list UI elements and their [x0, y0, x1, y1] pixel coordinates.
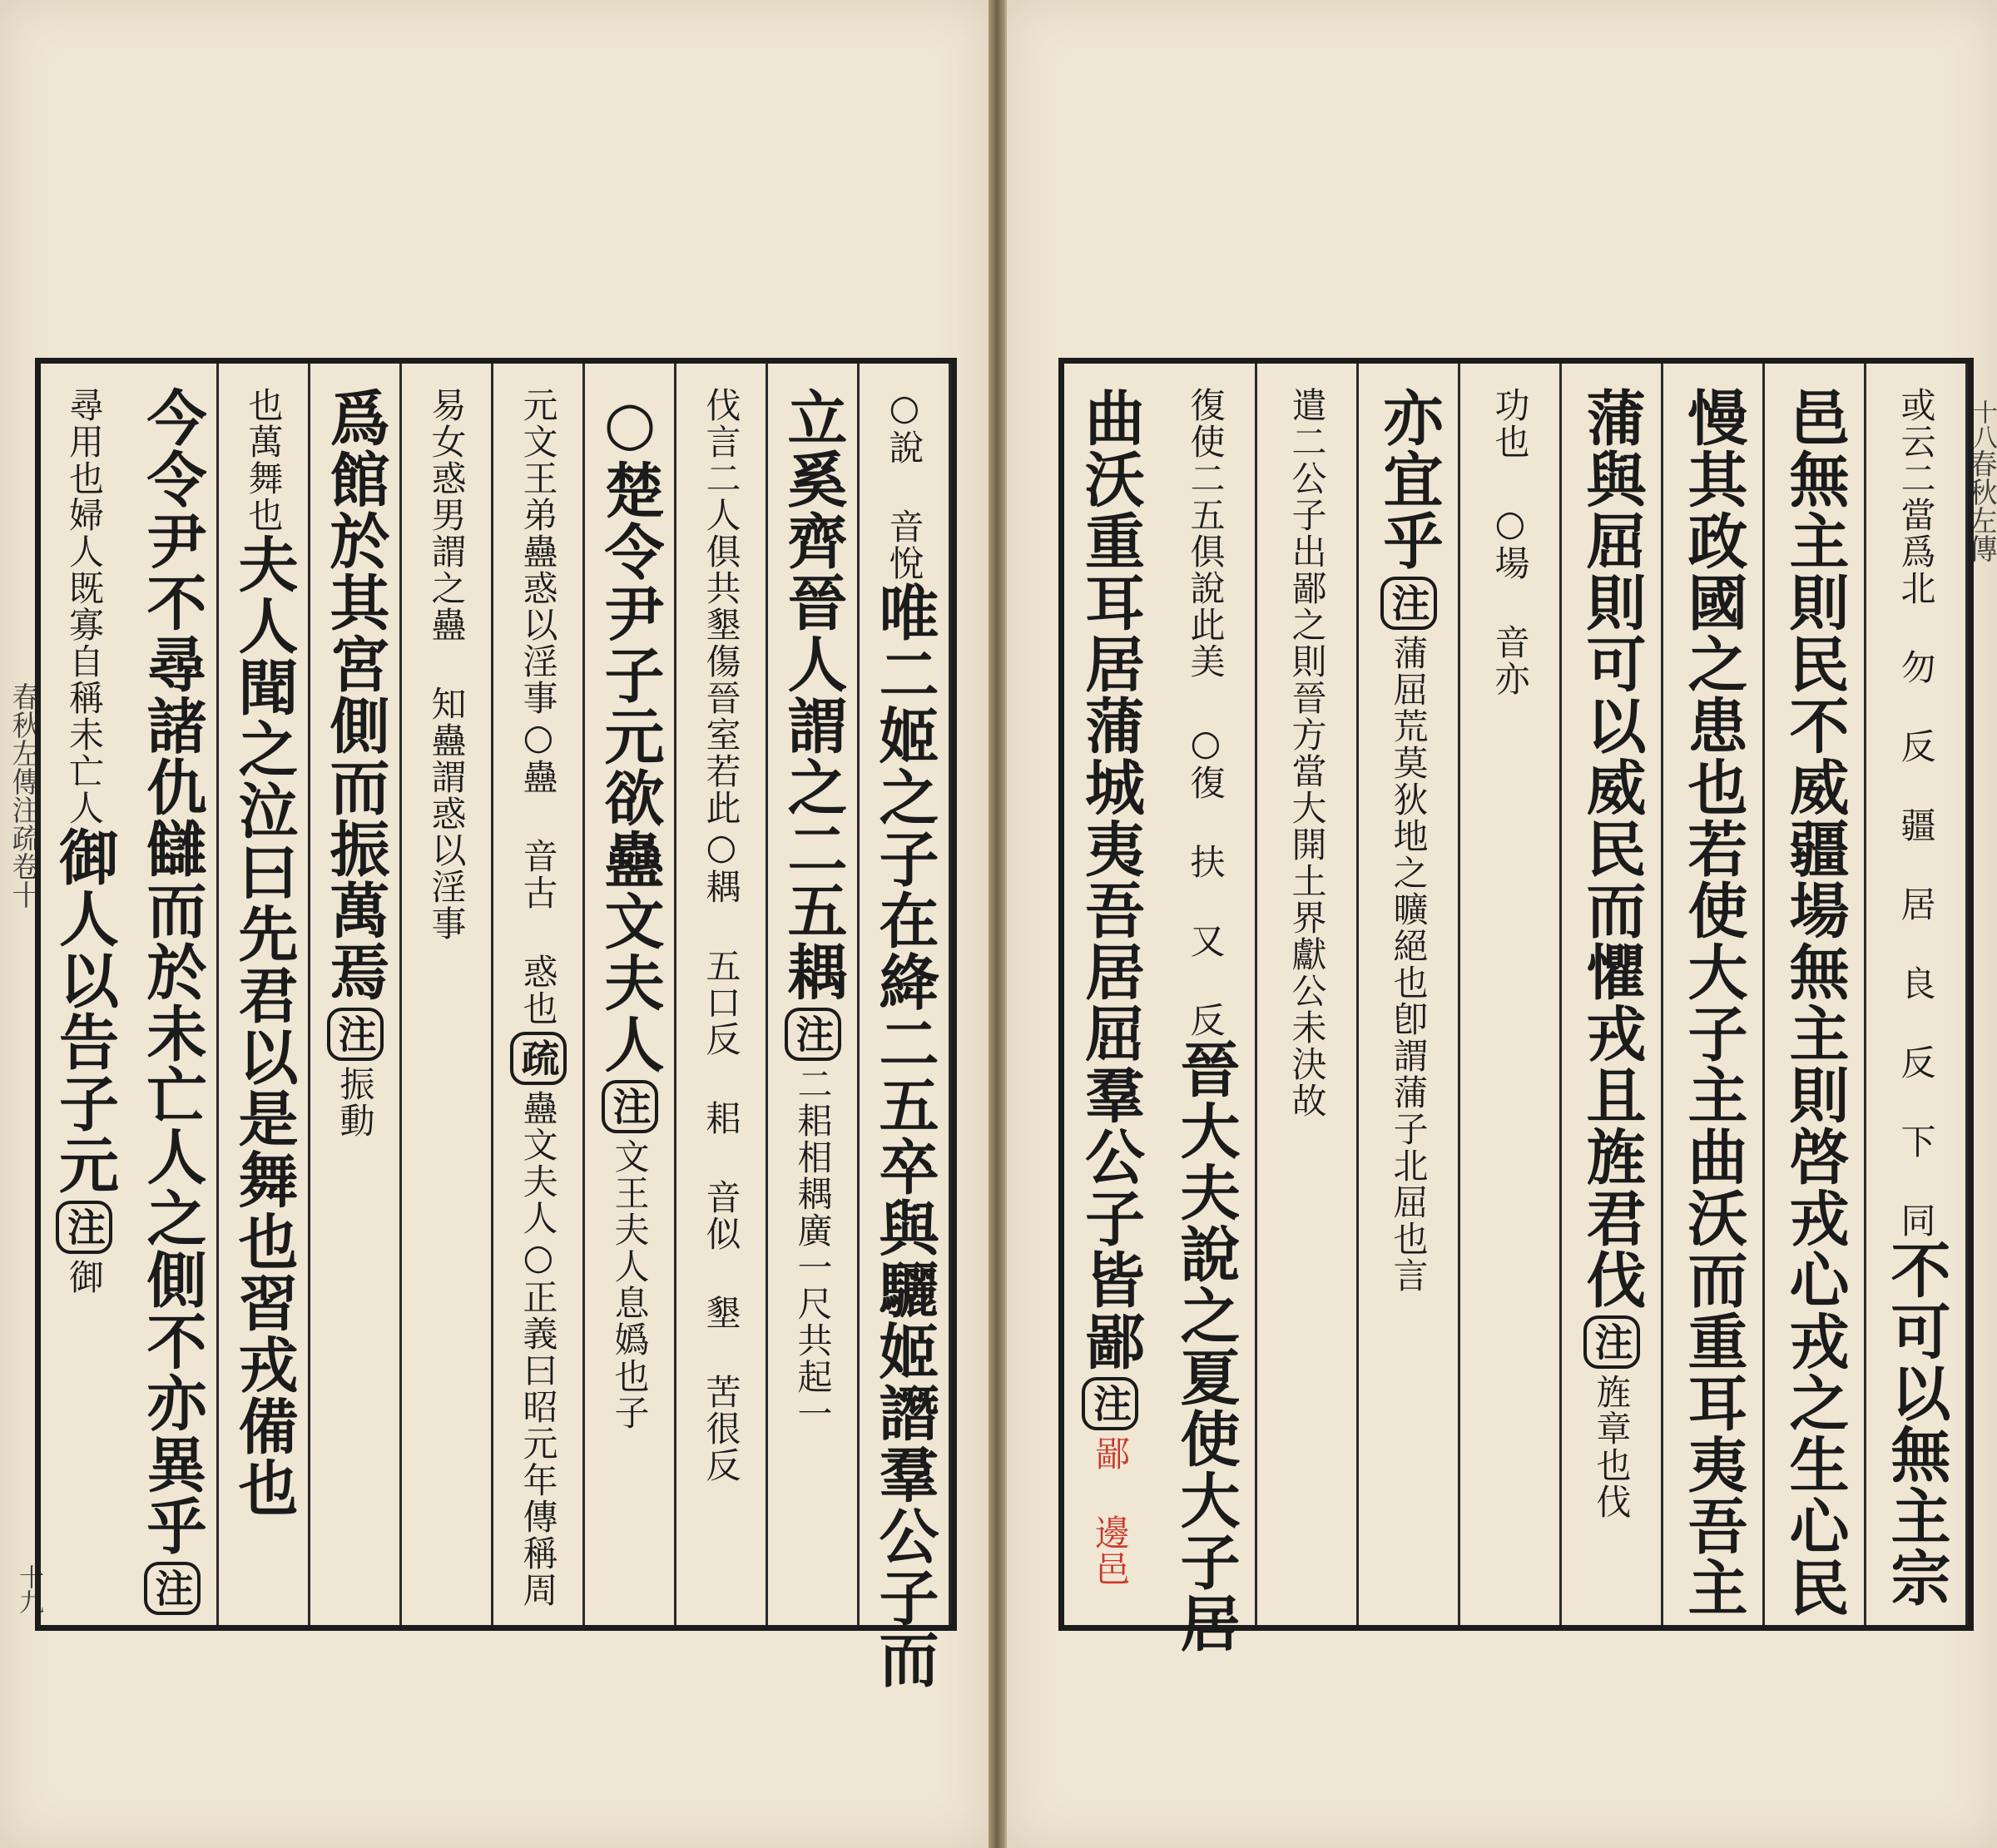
text-column [402, 364, 493, 1625]
annotation-text: 功也 ○場 音亦 [1489, 387, 1531, 697]
text-column [1064, 364, 1156, 1625]
text-column [1257, 364, 1359, 1625]
annotation-text: 御 [64, 1259, 105, 1296]
text-column [1156, 364, 1257, 1654]
text-column [1765, 364, 1866, 1625]
annotation-text: ○說 音悅 [884, 387, 925, 582]
main-text: 御人以告子元 [49, 826, 120, 1196]
annotation-text: 文王夫人息嬀也子 [609, 1138, 651, 1431]
left-margin-title: 春秋左傳注疏卷十 [7, 682, 40, 909]
main-text: 今令尹不尋諸仇讎而於未亡人之側不亦異乎 [136, 387, 208, 1557]
main-text: 爲館於其宮側而振萬焉 [320, 387, 391, 1003]
annotation-text: 蒲屈荒莫狄地之曠絕也卽謂蒲子北屈也言 [1388, 635, 1430, 1294]
main-text: 蒲與屈則可以威民而懼戎且旌君伐 [1576, 387, 1648, 1310]
right-margin-title: 春秋左傳 [1964, 449, 1997, 562]
annotation-text: 二耜相耦廣一尺共起一 [792, 1066, 834, 1432]
annotation-text: 復使二五俱說此美 ○復 扶 又 反 [1185, 387, 1226, 1038]
annotation-text: 蠱文夫人○正義曰昭元年傳稱周 [518, 1090, 559, 1608]
commentary-marker: 注 [1082, 1377, 1138, 1430]
text-column [1866, 364, 1968, 1625]
subcommentary-marker: 疏 [510, 1032, 567, 1085]
text-column [860, 364, 951, 1690]
main-text: 亦宜乎 [1373, 387, 1444, 572]
main-text: 晉大夫說之夏使大子居 [1170, 1038, 1241, 1654]
annotation-text: 振動 [334, 1066, 376, 1139]
annotation-text: 或云二當爲北 勿 反 疆 居 良 反 下 同 [1895, 387, 1937, 1239]
text-column [493, 364, 585, 1625]
main-text: 唯二姬之子在絳二五卒與驪姬譖羣公子而 [869, 582, 940, 1690]
text-column [768, 364, 860, 1625]
commentary-marker: 注 [602, 1080, 658, 1133]
commentary-marker: 注 [1380, 577, 1437, 630]
annotation-text: 也萬舞也 [243, 387, 285, 533]
text-column [1663, 364, 1765, 1625]
annotation-text: 元文王弟蠱惑以淫事○蠱 音古 惑也 [518, 387, 559, 1027]
text-column [1359, 364, 1460, 1625]
text-column [585, 364, 676, 1625]
annotation-text: 伐言二人俱共墾傷晉室若此○耦 五口反 耜 音似 墾 苦很反 [701, 387, 742, 1484]
annotation-text: 易女惑男謂之蠱 知蠱謂惑以淫事 [426, 387, 468, 942]
main-text: 曲沃重耳居蒲城夷吾居屈羣公子皆鄙 [1075, 387, 1146, 1372]
main-text: 立奚齊晉人謂之二五耦 [777, 387, 849, 1003]
main-text: 慢其政國之患也若使大子主曲沃而重耳夷吾主 [1677, 387, 1749, 1618]
main-text: 夫人聞之泣曰先君以是舞也習戎備也 [228, 533, 300, 1519]
commentary-marker: 注 [144, 1562, 201, 1615]
annotation-text: 遣二公子出鄙之則晉方當大開土界獻公未決故 [1286, 387, 1328, 1119]
text-column [41, 364, 127, 1625]
main-text: 不可以無主宗 [1881, 1239, 1952, 1608]
text-column [676, 364, 768, 1625]
text-column [219, 364, 310, 1625]
annotation-text: 尋用也婦人既寡自稱未亡人 [64, 387, 105, 826]
text-column [310, 364, 402, 1625]
commentary-marker: 注 [1583, 1315, 1640, 1369]
commentary-marker: 注 [327, 1008, 384, 1061]
right-text-frame [1058, 358, 1974, 1654]
left-text-frame [35, 358, 957, 1690]
left-folio: 十九 [14, 1564, 43, 1614]
main-text: ○楚令尹子元欲蠱文夫人 [594, 387, 666, 1075]
text-column [1460, 364, 1562, 1625]
main-text: 邑無主則民不威疆場無主則啓戎心戎之生心民 [1779, 387, 1851, 1618]
annotation-text: 旌章也伐 [1591, 1374, 1633, 1520]
text-column [1562, 364, 1663, 1625]
left-page [0, 0, 990, 1848]
commentary-marker: 注 [785, 1008, 841, 1061]
book-gutter [989, 0, 1005, 1848]
text-column [127, 364, 219, 1625]
annotation-text: 鄙 邊邑 [1090, 1435, 1131, 1588]
right-folio: 十八 [1968, 399, 1997, 449]
commentary-marker: 注 [56, 1201, 112, 1254]
